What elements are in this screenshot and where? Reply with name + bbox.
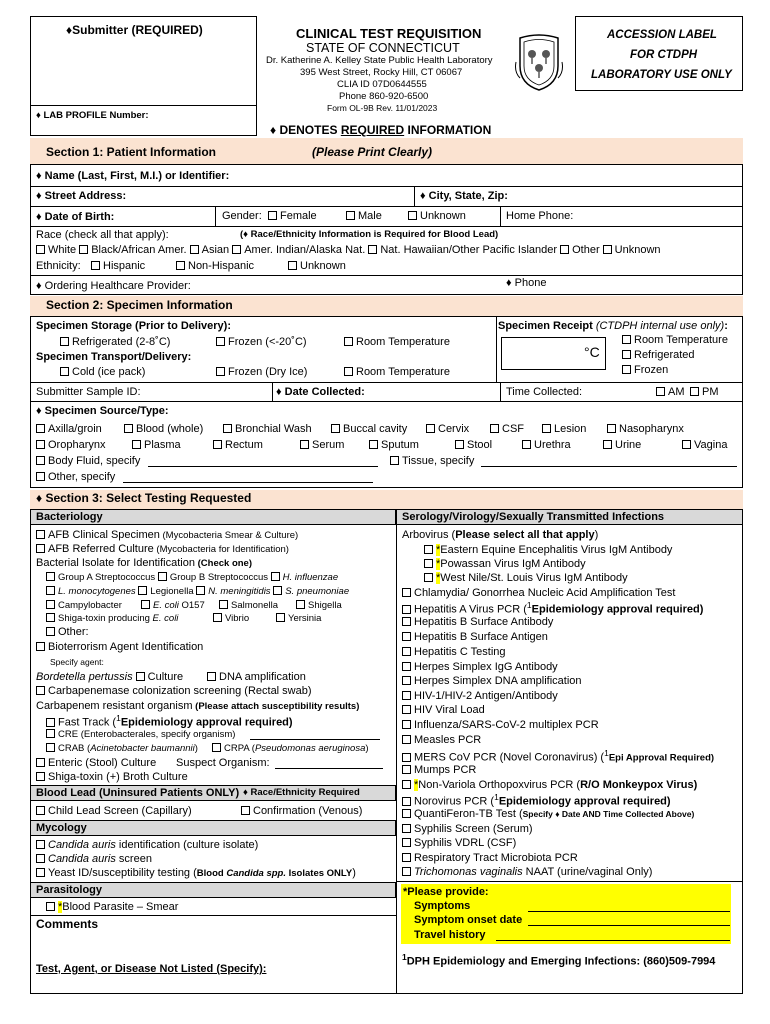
lab-name: Dr. Katherine A. Kelley State Public Health Laboratory (266, 55, 493, 66)
bioterrorism[interactable]: Bioterrorism Agent Identification (36, 641, 203, 654)
source-vagina[interactable]: Vagina (682, 439, 727, 452)
checkbox (268, 211, 277, 220)
source-bronchial[interactable]: Bronchial Wash (223, 423, 312, 436)
isolate-lmono[interactable]: L. monocytogenes (46, 586, 136, 597)
syphilis-vdrl[interactable]: Syphilis VDRL (CSF) (402, 837, 516, 850)
required-notice: ♦ DENOTES REQUIRED INFORMATION (270, 123, 492, 137)
isolate-shigella[interactable]: Shigella (296, 600, 342, 612)
transport-label: Specimen Transport/Delivery: (36, 351, 192, 363)
street-address-label[interactable]: ♦ Street Address: (36, 190, 127, 202)
submitter-label: ♦Submitter (REQUIRED) (66, 23, 203, 37)
hepb-antibody[interactable]: Hepatitis B Surface Antibody (402, 616, 553, 629)
isolate-campy[interactable]: Campylobacter (46, 600, 122, 612)
time-collected-label[interactable]: Time Collected: (506, 386, 583, 398)
dob-label[interactable]: ♦ Date of Birth: (36, 211, 115, 223)
receipt-frozen[interactable]: Frozen (622, 364, 668, 377)
state-name: STATE OF CONNECTICUT (306, 41, 460, 55)
source-rectum[interactable]: Rectum (213, 439, 263, 452)
source-stool[interactable]: Stool (455, 439, 492, 452)
bordetella: Bordetella pertussis Culture (36, 671, 184, 683)
isolate-other[interactable]: Other: (46, 626, 89, 639)
not-listed-label[interactable]: Test, Agent, or Disease Not Listed (Specify): (36, 963, 267, 975)
resp-microbiota[interactable]: Respiratory Tract Microbiota PCR (402, 852, 578, 865)
transport-frozen-dry[interactable]: Frozen (Dry Ice) (216, 366, 307, 379)
comments-label[interactable]: Comments (36, 917, 99, 931)
hepa-pcr[interactable]: Hepatitis A Virus PCR ($^1$Epidemiology approval required) (402, 601, 703, 616)
patient-name-label[interactable]: ♦ Name (Last, First, M.I.) or Identifier: (36, 170, 230, 182)
isolate-salmonella[interactable]: Salmonella (219, 600, 278, 612)
clia-id: CLIA ID 07D0644555 (337, 79, 427, 90)
race-unknown[interactable]: Unknown (603, 244, 661, 256)
receipt-room-temp[interactable]: Room Temperature (622, 334, 728, 347)
mumps-pcr[interactable]: Mumps PCR (402, 764, 476, 777)
candida-auris-screen[interactable]: Candida auris screen (36, 853, 152, 866)
isolate-spneu[interactable]: S. pneumoniae (273, 586, 349, 597)
measles-pcr[interactable]: Measles PCR (402, 734, 481, 747)
enteric-culture[interactable]: Enteric (Stool) Culture (36, 757, 156, 770)
isolate-stx[interactable]: Shiga-toxin producing E. coli (46, 613, 178, 625)
onset-line[interactable] (528, 925, 730, 926)
carb-resistant: Carbapenem resistant organism (Please attach susceptibility results) (36, 700, 360, 712)
body-fluid-line[interactable] (148, 466, 378, 467)
mers-pcr[interactable]: MERS CoV PCR (Novel Coronavirus) ($^1$Epi Approval Required) (402, 749, 714, 765)
suspect-organism: Suspect Organism: (176, 757, 270, 769)
mycology-header: Mycology (36, 822, 87, 834)
isolate-yersinia[interactable]: Yersinia (276, 613, 321, 625)
storage-frozen[interactable]: Frozen (<-20˚C) (216, 336, 307, 349)
provider-label[interactable]: ♦ Ordering Healthcare Provider: (36, 280, 191, 292)
lab-profile-label: ♦ LAB PROFILE Number: (36, 110, 149, 121)
section1-title: Section 1: Patient Information (46, 145, 217, 159)
accession-line-1: ACCESSION LABEL (607, 29, 717, 41)
isolate-row-2 (46, 586, 349, 598)
bacterial-isolate: Bacterial Isolate for Identification (Check one) (36, 557, 252, 569)
symptoms-label[interactable]: Symptoms (414, 900, 471, 912)
section3-title: ♦ Section 3: Select Testing Requested (36, 491, 252, 505)
candida-auris-id[interactable]: Candida auris identification (culture isolate) (36, 839, 258, 852)
quantiferon-test[interactable]: QuantiFeron-TB Test (Specify ♦ Date AND Time Collected Above) (402, 808, 694, 821)
storage-refrigerated[interactable]: Refrigerated (2-8˚C) (60, 336, 170, 349)
source-plasma[interactable]: Plasma (132, 439, 181, 452)
hsv-dna[interactable]: Herpes Simplex DNA amplification (402, 675, 582, 688)
source-sputum[interactable]: Sputum (369, 439, 419, 452)
race-amer-indian[interactable]: Amer. Indian/Alaska Nat. (232, 244, 365, 256)
time-am[interactable]: AM (656, 386, 685, 399)
gender-male[interactable]: Male (346, 210, 382, 223)
lead-confirmation[interactable]: Confirmation (Venous) (241, 805, 362, 818)
sample-id-label[interactable]: Submitter Sample ID: (36, 386, 141, 398)
cre[interactable]: CRE (Enterobacterales, specify organism) (46, 729, 235, 741)
race-hawaiian[interactable]: Nat. Hawaiian/Other Pacific Islander (368, 244, 557, 256)
source-serum[interactable]: Serum (300, 439, 344, 452)
trich-naat[interactable]: Trichomonas vaginalis NAAT (urine/vaginal Only) (402, 866, 652, 879)
gender-unknown[interactable]: Unknown (408, 210, 466, 223)
hepc-testing[interactable]: Hepatitis C Testing (402, 646, 506, 659)
hiv-ag-ab[interactable]: HIV-1/HIV-2 Antigen/Antibody (402, 690, 558, 703)
storage-label: Specimen Storage (Prior to Delivery): (36, 320, 231, 332)
ethnicity-hispanic[interactable]: Hispanic (91, 260, 145, 273)
checkbox (408, 211, 417, 220)
hsv-igg[interactable]: Herpes Simplex IgG Antibody (402, 661, 558, 674)
isolate-legionella[interactable]: Legionella (138, 586, 193, 597)
source-urethra[interactable]: Urethra (522, 439, 571, 452)
gender-label: Gender: (222, 210, 262, 222)
syphilis-screen[interactable]: Syphilis Screen (Serum) (402, 823, 533, 836)
chlamydia-naat[interactable]: Chlamydia/ Gonorrhea Nucleic Acid Amplification Test (402, 587, 675, 600)
epi-footnote: $^1$DPH Epidemiology and Emerging Infections: (860)509-7994 (402, 952, 716, 968)
accession-line-3: LABORATORY USE ONLY (591, 69, 732, 81)
section2-title: Section 2: Specimen Information (46, 298, 233, 312)
wnv-antibody[interactable]: *West Nile/St. Louis Virus IgM Antibody (424, 572, 628, 585)
fast-track[interactable]: Fast Track ($^1$Epidemiology approval required) (46, 714, 293, 729)
lab-address: 395 West Street, Rocky Hill, CT 06067 (300, 67, 463, 78)
isolate-nmen[interactable]: N. meningitidis (196, 586, 270, 597)
checkbox (346, 211, 355, 220)
isolate-hinf[interactable]: H. influenzae (271, 572, 338, 583)
afb-clinical[interactable]: AFB Clinical Specimen (Mycobacteria Smear & Culture) (36, 529, 298, 542)
child-lead-screen[interactable]: Child Lead Screen (Capillary) (36, 805, 192, 818)
accession-line-2: FOR CTDPH (630, 49, 698, 61)
home-phone-label[interactable]: Home Phone: (506, 210, 574, 222)
shiga-broth[interactable]: Shiga-toxin (+) Broth Culture (36, 771, 188, 784)
race-black[interactable]: Black/African Amer. (79, 244, 186, 256)
time-pm[interactable]: PM (690, 386, 719, 399)
degrees-c: °C (584, 344, 600, 360)
source-other[interactable]: Other, specify (36, 471, 115, 484)
serology-header: Serology/Virology/Sexually Transmitted Infections (402, 511, 665, 523)
hepb-antigen[interactable]: Hepatitis B Surface Antigen (402, 631, 548, 644)
source-buccal[interactable]: Buccal cavity (331, 423, 407, 436)
ethnicity-unknown[interactable]: Unknown (288, 260, 346, 273)
race-options (36, 244, 661, 257)
provide-label: *Please provide: (403, 886, 489, 898)
ethnicity-non-hispanic[interactable]: Non-Hispanic (176, 260, 254, 273)
receipt-label: Specimen Receipt (CTDPH internal use only): (498, 320, 728, 332)
orthopox-pcr[interactable]: *Non-Variola Orthopoxvirus PCR (R/O Monkeypox Virus) (402, 779, 697, 792)
city-state-zip-label[interactable]: ♦ City, State, Zip: (420, 190, 508, 202)
lab-phone: Phone 860-920-6500 (339, 91, 429, 102)
afb-referred[interactable]: AFB Referred Culture (Mycobacteria for Identification) (36, 543, 289, 556)
norovirus-pcr[interactable]: Norovirus PCR ($^1$Epidemiology approval required) (402, 793, 671, 808)
source-nasopharynx[interactable]: Nasopharynx (607, 423, 684, 436)
symptoms-line[interactable] (528, 911, 730, 912)
crab[interactable]: CRAB (Acinetobacter baumannii) (46, 743, 198, 755)
blood-lead-header: Blood Lead (Uninsured Patients ONLY) (36, 787, 240, 799)
yeast-id[interactable]: Yeast ID/susceptibility testing (Blood Candida spp. Isolates ONLY) (36, 867, 356, 880)
source-urine[interactable]: Urine (603, 439, 641, 452)
flu-sars-pcr[interactable]: Influenza/SARS-CoV-2 multiplex PCR (402, 719, 599, 732)
powassan-antibody[interactable]: *Powassan Virus IgM Antibody (424, 558, 586, 571)
source-cervix[interactable]: Cervix (426, 423, 469, 436)
specify-agent[interactable]: Specify agent: (50, 657, 104, 667)
carb-colonization[interactable]: Carbapenemase colonization screening (Rectal swab) (36, 685, 312, 698)
form-title: CLINICAL TEST REQUISITION (296, 26, 482, 41)
race-white[interactable]: White (36, 244, 76, 256)
source-tissue[interactable]: Tissue, specify (390, 455, 474, 468)
tissue-line[interactable] (481, 466, 737, 467)
travel-label[interactable]: Travel history (414, 929, 486, 941)
crpa[interactable]: CRPA (Pseudomonas aeruginosa) (212, 743, 369, 755)
other-line[interactable] (123, 482, 373, 483)
bord-dna[interactable]: DNA amplification (207, 671, 306, 684)
isolate-group-a[interactable]: Group A Streptococcus (46, 572, 155, 583)
source-body-fluid[interactable]: Body Fluid, specify (36, 455, 140, 468)
date-collected-label[interactable]: ♦ Date Collected: (276, 386, 365, 398)
transport-cold[interactable]: Cold (ice pack) (60, 366, 145, 379)
eee-antibody[interactable]: *Eastern Equine Encephalitis Virus IgM Antibody (424, 544, 672, 557)
form-number: Form OL-9B Rev. 11/01/2023 (327, 103, 438, 113)
source-blood[interactable]: Blood (whole) (124, 423, 203, 436)
ct-state-seal-icon (514, 32, 564, 92)
source-csf[interactable]: CSF (490, 423, 524, 436)
source-axilla[interactable]: Axilla/groin (36, 423, 102, 436)
hiv-viral-load[interactable]: HIV Viral Load (402, 704, 485, 717)
arbovirus-label: Arbovirus (Please select all that apply) (402, 529, 599, 541)
race-other[interactable]: Other (560, 244, 600, 256)
source-title: ♦ Specimen Source/Type: (36, 405, 169, 417)
isolate-vibrio[interactable]: Vibrio (213, 613, 249, 625)
source-oropharynx[interactable]: Oropharynx (36, 439, 105, 452)
isolate-ecoli[interactable]: E. coli O157 (141, 600, 205, 612)
storage-room-temp[interactable]: Room Temperature (344, 336, 450, 349)
ethnicity-label: Ethnicity: (36, 260, 81, 272)
receipt-refrigerated[interactable]: Refrigerated (622, 349, 695, 362)
bord-culture[interactable]: Culture (136, 671, 183, 683)
gender-female[interactable]: Female (268, 210, 317, 223)
race-asian[interactable]: Asian (190, 244, 230, 256)
race-required-note: ♦ Race/Ethnicity Required (243, 787, 360, 798)
transport-room-temp[interactable]: Room Temperature (344, 366, 450, 379)
suspect-organism-line[interactable] (275, 768, 383, 769)
race-label: Race (check all that apply): (36, 229, 169, 241)
source-lesion[interactable]: Lesion (542, 423, 586, 436)
blood-parasite[interactable]: *Blood Parasite – Smear (46, 901, 178, 914)
parasitology-header: Parasitology (36, 884, 103, 896)
print-clearly: (Please Print Clearly) (312, 145, 433, 159)
race-note: (♦ Race/Ethnicity Information is Required for Blood Lead) (240, 229, 499, 240)
travel-line[interactable] (496, 940, 730, 941)
onset-label[interactable]: Symptom onset date (414, 914, 523, 926)
bacteriology-header: Bacteriology (36, 511, 103, 523)
isolate-group-b[interactable]: Group B Streptococcus (158, 572, 268, 583)
provider-phone-label[interactable]: ♦ Phone (506, 277, 547, 289)
isolate-row-1 (46, 572, 338, 584)
